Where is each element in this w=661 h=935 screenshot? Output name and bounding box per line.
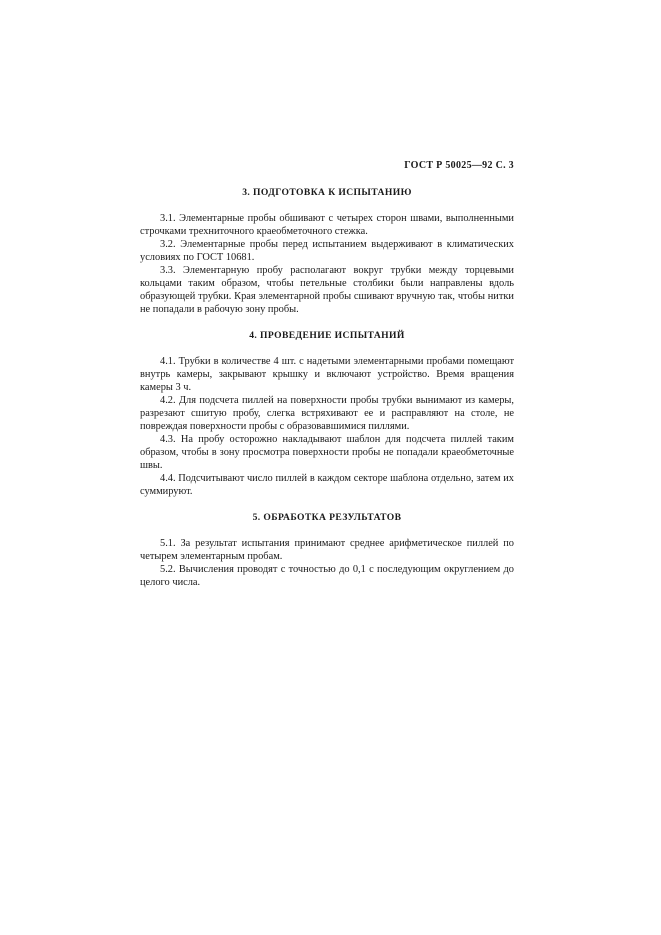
section-testing [140, 329, 514, 498]
page-header-doc-ref: ГОСТ Р 50025—92 С. 3 [404, 160, 514, 171]
paragraph-5-2: 5.2. Вычисления проводят с точностью до 0,1 с последующим округлением до целого числа. [140, 564, 514, 588]
section-title: 3. ПОДГОТОВКА К ИСПЫТАНИЮ [242, 187, 412, 198]
document-body [140, 186, 514, 589]
section-results [140, 511, 514, 589]
paragraph-3-1: 3.1. Элементарные пробы обшивают с четырех сторон швами, выполненными строчками трехниточного краеобметочного стежка. [140, 213, 514, 237]
section-preparation [140, 186, 514, 316]
paragraph-5-1: 5.1. За результат испытания принимают среднее арифметическое пиллей по четырем элементарным пробам. [140, 538, 514, 562]
paragraph-3-3: 3.3. Элементарную пробу располагают вокруг трубки между торцевыми кольцами таким образом, чтобы петельные столбики были направлены вдоль образующей трубки. Края элементарной пробы сшивают вручную так, чтобы нитки не попадали в рабочую зону пробы. [140, 265, 514, 315]
paragraph-3-2: 3.2. Элементарные пробы перед испытанием выдерживают в климатических условиях по ГОСТ 10681. [140, 239, 514, 263]
section-title: 5. ОБРАБОТКА РЕЗУЛЬТАТОВ [252, 512, 402, 523]
section-title: 4. ПРОВЕДЕНИЕ ИСПЫТАНИЙ [249, 330, 405, 341]
paragraph-4-1: 4.1. Трубки в количестве 4 шт. с надетыми элементарными пробами помещают внутрь камеры, закрывают крышку и включают устройство. Время вращения камеры 3 ч. [140, 356, 514, 393]
paragraph-4-4: 4.4. Подсчитывают число пиллей в каждом секторе шаблона отдельно, затем их суммируют. [140, 473, 514, 497]
paragraph-4-3: 4.3. На пробу осторожно накладывают шаблон для подсчета пиллей таким образом, чтобы в зону просмотра поверхности пробы не попадали краеобметочные швы. [140, 434, 514, 471]
paragraph-4-2: 4.2. Для подсчета пиллей на поверхности пробы трубки вынимают из камеры, разрезают сшитую пробу, слегка встряхивают ее и расправляют на столе, не повреждая поверхности пробы с образовавшимися пиллями. [140, 395, 514, 432]
